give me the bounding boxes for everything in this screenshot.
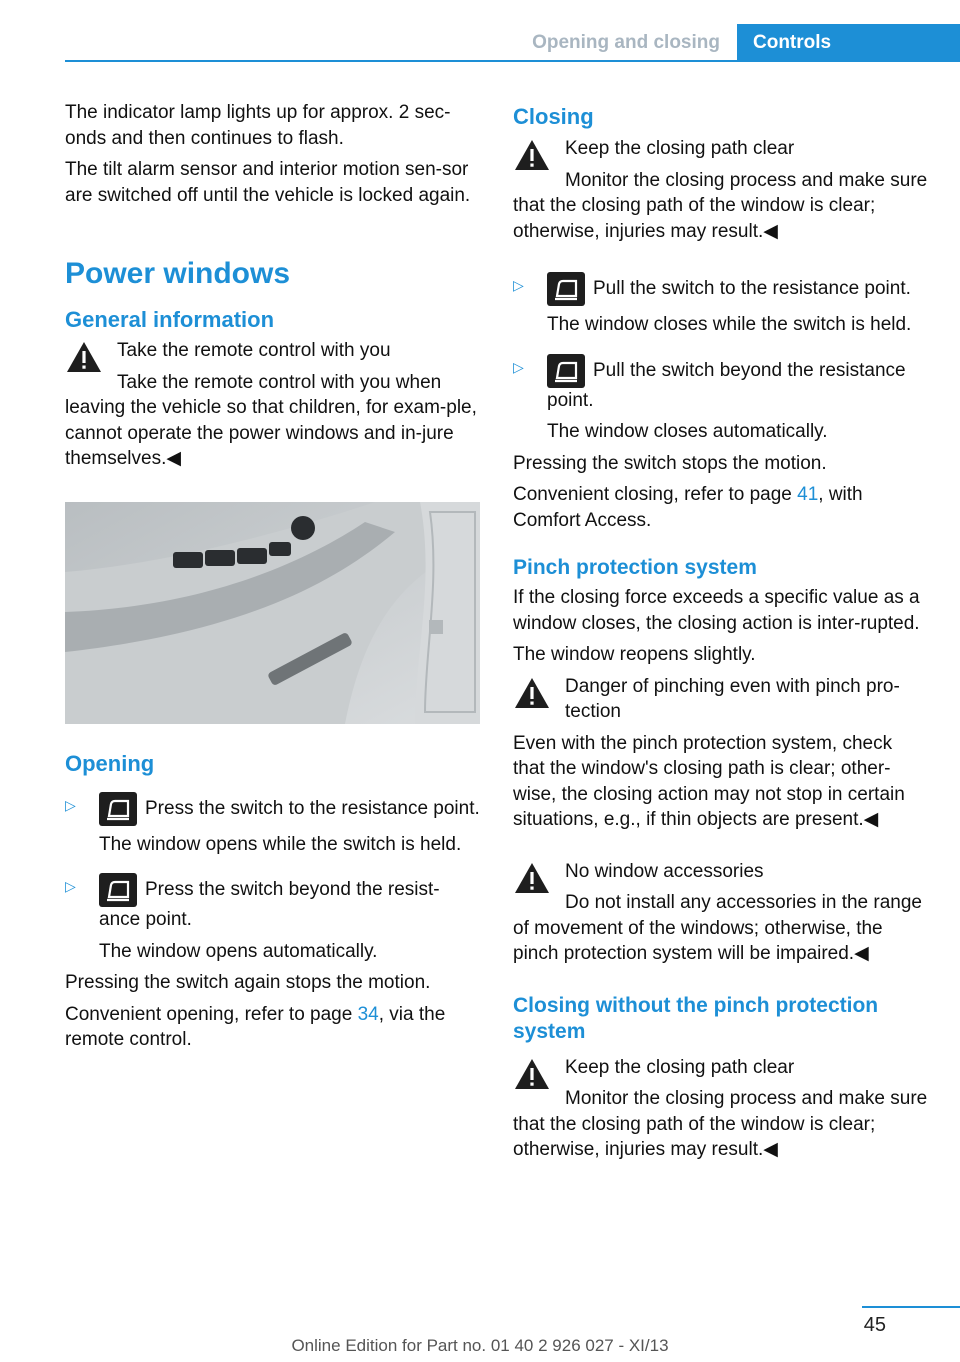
heading-closing: Closing	[513, 104, 594, 129]
list-item-text: Pull the switch to the resistance point.	[593, 278, 911, 300]
list-item-close-beyond	[513, 354, 928, 445]
window-switch-icon	[547, 354, 585, 388]
heading-pinch-protection: Pinch protection system	[513, 556, 757, 579]
paragraph-indicator-lamp: The indicator lamp lights up for approx. 2 sec‐onds and then continues to flash.	[65, 102, 451, 149]
warning-title: Keep the closing path clear	[565, 1056, 795, 1078]
warning-icon	[513, 861, 551, 895]
list-item-open-resistance	[65, 792, 480, 858]
door-switch-photo	[65, 502, 480, 724]
list-item-subtext: The window closes while the switch is held.	[547, 314, 912, 335]
header-section-title: Opening and closing	[532, 32, 720, 53]
list-item-text: Pull the switch beyond the resistance point.	[547, 359, 906, 411]
warning-icon	[513, 676, 551, 710]
warning-icon	[513, 138, 551, 172]
heading-power-windows: Power windows	[65, 257, 291, 290]
warning-icon	[65, 340, 103, 374]
warning-title: Danger of pinching even with pinch pro‐tection	[565, 675, 900, 722]
list-item-subtext: The window opens automatically.	[99, 940, 378, 962]
warning-icon	[513, 1057, 551, 1091]
warning-closing-path	[513, 136, 928, 244]
door-panel-illustration	[65, 502, 480, 724]
paragraph-closing-force: If the closing force exceeds a specific value as a window closes, the closing action is inter‐rupted.	[513, 587, 920, 634]
warning-no-accessories	[513, 859, 928, 967]
heading-closing-without-pinch: Closing without the pinch protection system	[513, 993, 879, 1043]
footer-rule	[862, 1306, 960, 1308]
warning-title: Take the remote control with you	[117, 340, 391, 361]
window-switch-icon	[99, 792, 137, 826]
warning-body: Take the remote control with you when leaving the vehicle so that children, for exam‐ple, cannot operate the power windows and in‐jure themselves.◀	[65, 371, 477, 469]
list-item-close-resistance	[513, 272, 928, 338]
triangle-bullet-icon: ▷	[513, 358, 524, 375]
triangle-bullet-icon: ▷	[65, 878, 76, 894]
edition-line: Online Edition for Part no. 01 40 2 926 027 - XI/13	[291, 1336, 669, 1355]
page-link-34[interactable]: 34	[357, 1003, 379, 1025]
triangle-bullet-icon: ▷	[513, 277, 524, 293]
warning-body: Do not install any accessories in the range of movement of the windows; otherwise, the pinch protection system will be impaired.◀	[513, 892, 922, 964]
warning-closing-path-2	[513, 1055, 928, 1163]
warning-body: Even with the pinch protection system, check that the window's closing path is clear; other‐wise, the closing action may not stop in certain situations, e.g., if thin objects are present.◀	[513, 732, 905, 830]
warning-title: Keep the closing path clear	[565, 138, 795, 159]
warning-body: Monitor the closing process and make sure that the closing path of the window is clear; otherwise, injuries may result.◀	[513, 1088, 928, 1160]
list-item-open-beyond	[65, 873, 480, 964]
list-item-text: Press the switch to the resistance point.	[145, 797, 480, 819]
left-column	[65, 100, 480, 1053]
warning-pinching-danger	[513, 674, 928, 833]
header-rule	[65, 60, 960, 62]
paragraph-window-reopens: The window reopens slightly.	[513, 644, 756, 665]
list-item-text: Press the switch beyond the resist‐ance point.	[99, 879, 440, 930]
triangle-bullet-icon: ▷	[65, 796, 76, 813]
paragraph-stop-motion-closing: Pressing the switch stops the motion.	[513, 452, 827, 474]
header-tab-controls: Controls	[737, 24, 960, 62]
page-number: 45	[863, 1314, 886, 1336]
right-column	[513, 100, 928, 1163]
paragraph-tilt-alarm: The tilt alarm sensor and interior motion sen‐sor are switched off until the vehicle is locked again.	[65, 159, 471, 206]
paragraph-convenient-opening: Convenient opening, refer to page 34, via the remote control.	[65, 1003, 446, 1050]
warning-body: Monitor the closing process and make sure that the closing path of the window is clear; otherwise, injuries may result.◀	[513, 169, 928, 242]
paragraph-stop-motion: Pressing the switch again stops the motion.	[65, 972, 431, 993]
page-link-41[interactable]: 41	[797, 484, 819, 505]
window-switch-icon	[547, 272, 585, 306]
heading-general-information: General information	[65, 307, 275, 332]
warning-remote-control	[65, 338, 480, 472]
list-item-subtext: The window opens while the switch is held.	[99, 833, 462, 855]
window-switch-icon	[99, 873, 137, 907]
paragraph-convenient-closing: Convenient closing, refer to page 41, with Comfort Access.	[513, 484, 863, 531]
heading-opening: Opening	[65, 750, 155, 776]
warning-title: No window accessories	[565, 860, 764, 882]
list-item-subtext: The window closes automatically.	[547, 421, 828, 442]
